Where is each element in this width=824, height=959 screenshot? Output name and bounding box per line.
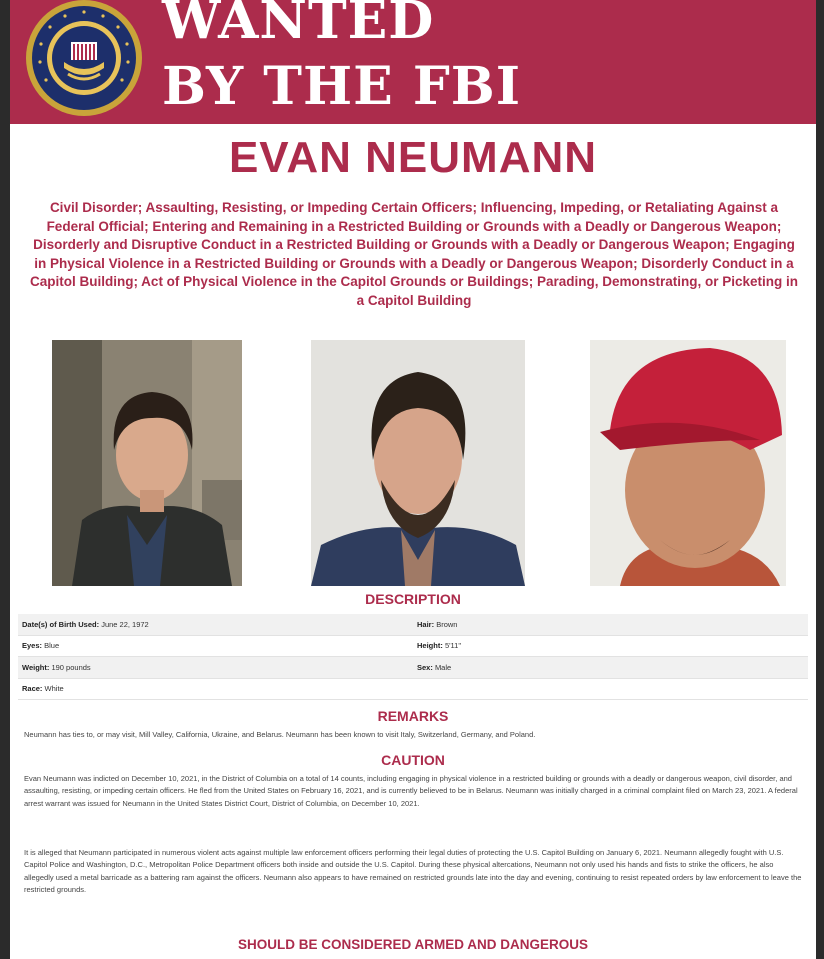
- table-row: [18, 657, 808, 679]
- caution-paragraph: It is alleged that Neumann participated in numerous violent acts against multiple law enforcement officers performing their legal duties of protecting the U.S. Capitol Building on January 6, 2021. Neumann allegedly fought with U.S. Capitol Police and Washington, D.C., Metropolitan Police Department officers both inside and outside the U.S. Capitol. During these physical altercations, Neumann not only used his hands and fists to strike the officers, he also allegedly used a metal barricade as a battering ram against the officers. Neumann also appears to have remained on restricted grounds late into the day and evening, continuing to resist repeated orders by law enforcement to leave the restricted grounds.: [24, 848, 802, 894]
- remarks-text: Neumann has ties to, or may visit, Mill Valley, California, Ukraine, and Belarus. Neumann has been known to visit Italy, Switzerland, Germany, and Poland.: [24, 730, 536, 739]
- field-value: Blue: [44, 641, 60, 651]
- field-label: Sex:: [417, 662, 433, 672]
- fbi-seal-icon: [24, 0, 144, 120]
- table-row: [18, 614, 808, 636]
- suspect-photo-outdoor: [52, 340, 242, 586]
- suspect-photo-portrait: [311, 340, 525, 586]
- suspect-photo-red-cap: [590, 340, 786, 586]
- charges-list: Civil Disorder; Assaulting, Resisting, or Impeding Certain Officers; Influencing, Impeding, or Retaliating Against a Federal Official; Entering and Remaining in a Restricted Building or Grounds with a Deadly or Dangerous Weapon; Disorderly and Disruptive Conduct in a Restricted Building or Grounds with a Deadly or Dangerous Weapon; Engaging in Physical Violence in a Restricted Building or Grounds with a Deadly or Dangerous Weapon; Disorderly Conduct in a Capitol Building; Act of Physical Violence in the Capitol Grounds or Buildings; Parading, Demonstrating, or Picketing in a Capitol Building: [29, 200, 799, 308]
- description-heading: DESCRIPTION: [365, 591, 461, 607]
- field-label: Race:: [22, 684, 43, 694]
- description-table: [18, 614, 808, 700]
- field-value: White: [44, 684, 64, 694]
- remarks-heading: REMARKS: [377, 708, 449, 724]
- caution-heading: CAUTION: [381, 752, 445, 768]
- field-label: Hair:: [417, 619, 435, 629]
- field-value: 5'11": [444, 641, 461, 651]
- wanted-poster: [10, 0, 816, 959]
- field-value: Male: [434, 662, 452, 672]
- caution-paragraph: Evan Neumann was indicted on December 10, 2021, in the District of Columbia on a total of 14 counts, including engaging in physical violence in a restricted building or grounds with a deadly or dangerous weapon, civil disorder, and assaulting, resisting, or impeding certain officers. He fled from the United States on February 16, 2021, and is currently believed to be in Belarus. Neumann was initially charged in a criminal complaint filed on March 23, 2021. A federal arrest warrant was issued for Neumann in the United States District Court, District of Columbia, on December 10, 2021.: [24, 774, 798, 808]
- table-row: [18, 636, 808, 658]
- banner-title-wanted: WANTED: [162, 0, 435, 51]
- field-value: Brown: [436, 619, 458, 629]
- field-label: Date(s) of Birth Used:: [22, 619, 100, 629]
- armed-and-dangerous-warning: SHOULD BE CONSIDERED ARMED AND DANGEROUS: [237, 937, 589, 952]
- header-banner: [10, 0, 816, 124]
- field-label: Height:: [417, 641, 443, 651]
- banner-title-by-the-fbi: BY THE FBI: [162, 56, 522, 117]
- field-value: June 22, 1972: [101, 619, 149, 629]
- field-value: 190 pounds: [51, 662, 91, 672]
- field-label: Eyes:: [22, 641, 43, 651]
- table-row: [18, 679, 808, 701]
- subject-name: EVAN NEUMANN: [228, 133, 598, 182]
- field-label: Weight:: [22, 662, 50, 672]
